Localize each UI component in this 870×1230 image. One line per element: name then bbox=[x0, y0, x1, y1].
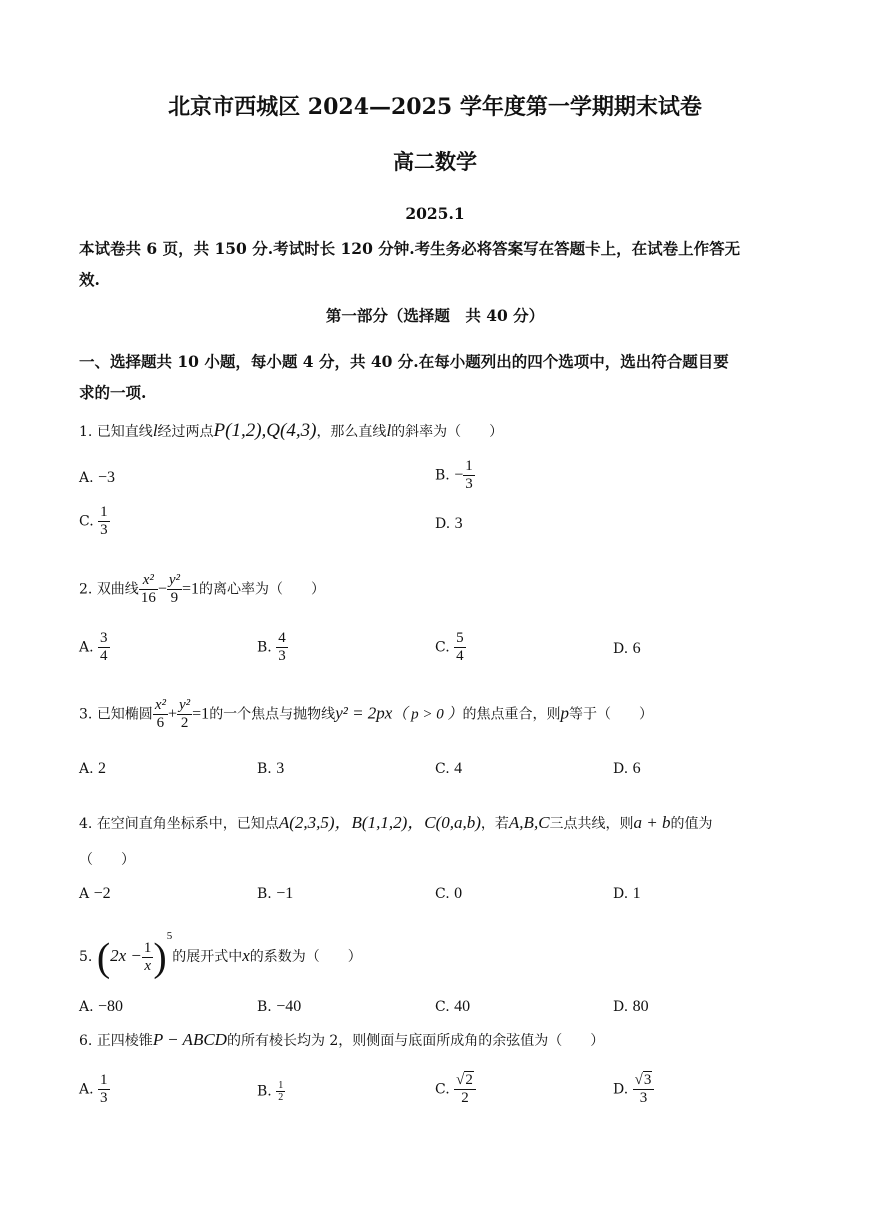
q6-option-a[interactable]: A. $\frac{1}{3}$ bbox=[79, 1072, 108, 1106]
exam-date: 2025.1 bbox=[405, 204, 465, 223]
q2-option-c[interactable]: C. $\frac{5}{4}$ bbox=[435, 630, 464, 664]
q6-option-b[interactable]: B. $\frac{1}{2}$ bbox=[257, 1080, 284, 1103]
notice-line-1: 本试卷共 6 页，共 150 分.考试时长 120 分钟.考生务必将答案写在答题卡上，在试卷上作答无 bbox=[79, 239, 741, 258]
q1-option-a[interactable]: A. −3 bbox=[79, 469, 116, 486]
q5-option-d[interactable]: D. 80 bbox=[613, 998, 649, 1015]
q1-option-b[interactable]: B. − $\frac{1}{3}$ bbox=[435, 458, 473, 492]
q3-option-c[interactable]: C. 4 bbox=[435, 760, 463, 777]
fraction: $\frac{1}{2}$ bbox=[278, 1080, 284, 1103]
q4-option-b[interactable]: B. −1 bbox=[257, 885, 294, 902]
question-4: 4. 在空间直角坐标系中，已知点A(2,3,5)，B(1,1,2)，C(0,a,b)，若A,B,C三点共线，则a + b的值为 bbox=[79, 813, 713, 832]
fraction: $\frac{\text{x²}}{16}$ bbox=[140, 572, 156, 606]
fraction: $\frac{5}{4}$ bbox=[456, 630, 464, 664]
q6-option-c[interactable]: C. $\frac{√2}{2}$ bbox=[435, 1072, 476, 1107]
q5-option-a[interactable]: A. −80 bbox=[79, 998, 124, 1015]
q3-option-b[interactable]: B. 3 bbox=[257, 760, 285, 777]
fraction: $\frac{1}{3}$ bbox=[465, 458, 473, 492]
fraction: $\frac{4}{3}$ bbox=[278, 630, 286, 664]
q3-option-a[interactable]: A. 2 bbox=[79, 760, 107, 777]
fraction: $\frac{1}{3}$ bbox=[100, 504, 108, 538]
q4-option-a[interactable]: A −2 bbox=[79, 885, 111, 902]
q2-option-a[interactable]: A. $\frac{3}{4}$ bbox=[79, 630, 108, 664]
fraction: $\frac{\text{y²}}{9}$ bbox=[168, 572, 180, 606]
part1-instruction-2: 求的一项. bbox=[79, 383, 147, 402]
q2-option-b[interactable]: B. $\frac{4}{3}$ bbox=[257, 630, 286, 664]
part1-heading: 第一部分（选择题 共 40 分） bbox=[325, 306, 545, 325]
question-4-paren: （ ） bbox=[79, 852, 135, 868]
sqrt-icon: √ bbox=[456, 1072, 465, 1088]
fraction: $\frac{3}{4}$ bbox=[100, 630, 108, 664]
subject-title: 高二数学 bbox=[393, 149, 477, 174]
exam-title: 北京市西城区 2024—2025 学年度第一学期期末试卷 bbox=[168, 94, 702, 120]
question-2: 2. 双曲线 $\frac{\text{x²}}{16}$ − $\frac{\text{y²}}{9}$ =1的离心率为（ ） bbox=[79, 572, 326, 606]
fraction: $\frac{1}{3}$ bbox=[100, 1072, 108, 1106]
fraction: $\frac{√3}{3}$ bbox=[633, 1072, 655, 1107]
q1-option-d[interactable]: D. 3 bbox=[435, 515, 463, 532]
question-1: 1. 已知直线l经过两点P(1,2),Q(4,3)，那么直线l的斜率为（ ） bbox=[79, 420, 504, 441]
question-3: 3. 已知椭圆 $\frac{\text{x²}}{6}$ + $\frac{\text{y²}}{2}$ =1的一个焦点与抛物线y² = 2px（ p > 0 ）的焦点重合，则p等于（ ） bbox=[79, 697, 653, 731]
fraction: $\frac{\text{x²}}{6}$ bbox=[154, 697, 166, 731]
q5-option-c[interactable]: C. 40 bbox=[435, 998, 471, 1015]
q4-option-c[interactable]: C. 0 bbox=[435, 885, 463, 902]
q3-option-d[interactable]: D. 6 bbox=[613, 760, 641, 777]
part1-instruction-1: 一、选择题共 10 小题，每小题 4 分，共 40 分.在每小题列出的四个选项中，选出符合题目要 bbox=[79, 352, 729, 371]
q6-option-d[interactable]: D. $\frac{√3}{3}$ bbox=[613, 1072, 654, 1107]
sqrt-icon: √ bbox=[634, 1072, 643, 1088]
q4-option-d[interactable]: D. 1 bbox=[613, 885, 641, 902]
fraction: $\frac{\text{y²}}{2}$ bbox=[179, 697, 191, 731]
question-6: 6. 正四棱锥P − ABCD的所有棱长均为 2，则侧面与底面所成角的余弦值为（ ） bbox=[79, 1030, 605, 1049]
q2-option-d[interactable]: D. 6 bbox=[613, 640, 641, 657]
notice-line-2: 效. bbox=[79, 270, 100, 289]
fraction: $\frac{1}{x}$ bbox=[143, 939, 152, 974]
question-5: 5. (2x − $\frac{1}{x}$ )$^5$的展开式中x的系数为（ ） bbox=[79, 930, 362, 980]
q5-option-b[interactable]: B. −40 bbox=[257, 998, 302, 1015]
fraction: $\frac{√2}{2}$ bbox=[454, 1072, 476, 1107]
q1-option-c[interactable]: C. $\frac{1}{3}$ bbox=[79, 504, 108, 538]
